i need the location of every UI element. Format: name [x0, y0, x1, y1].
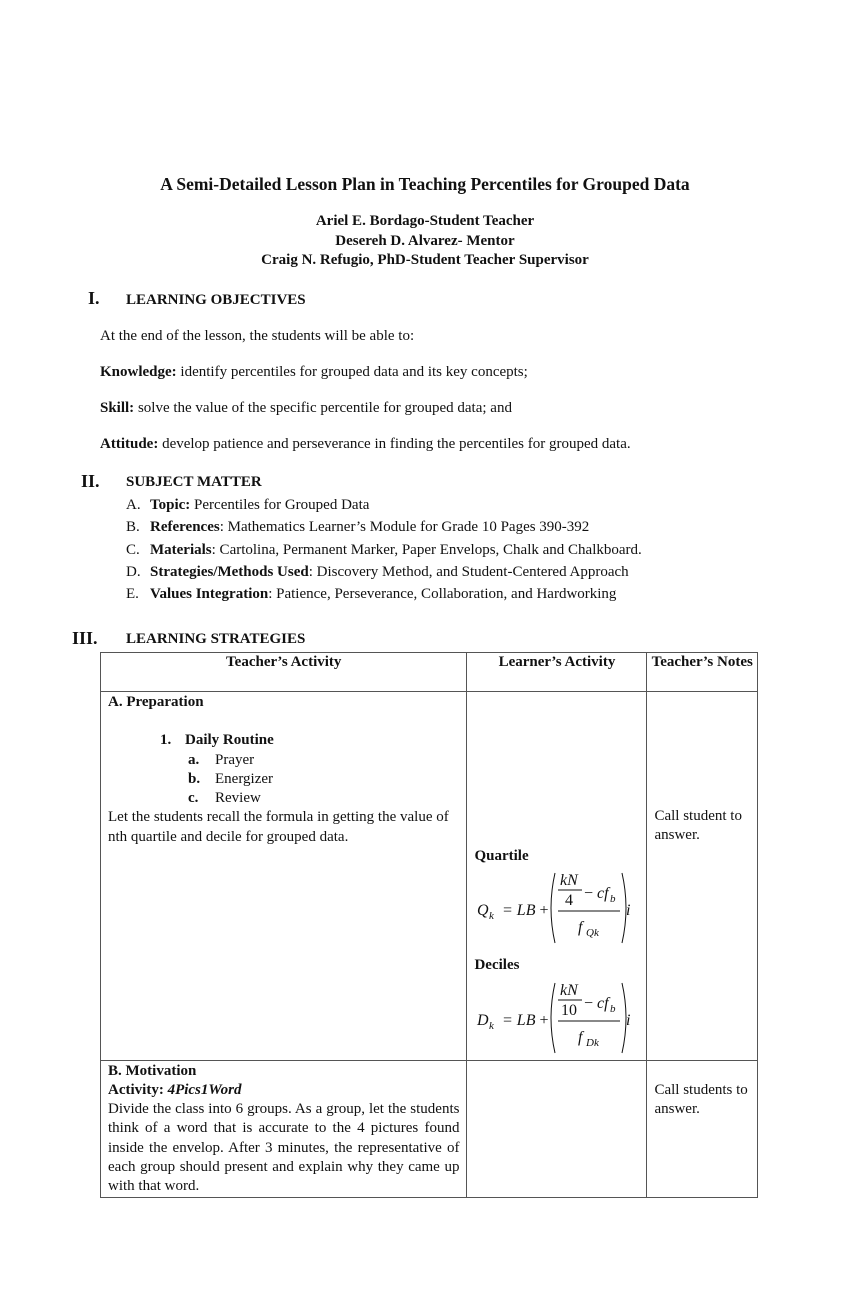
list-label: Values Integration [150, 586, 269, 603]
motivation-note: Call students to answer. [654, 1081, 748, 1117]
subject-matter-list [126, 494, 642, 605]
list-item [126, 561, 642, 583]
preparation-cell [101, 692, 467, 1061]
preparation-heading: A. Preparation [108, 694, 204, 710]
formula-i: i [626, 1011, 631, 1029]
list-text: Review [215, 790, 261, 807]
list-label: Topic: [150, 497, 191, 513]
formula-kn: kN [560, 981, 579, 999]
objectives-intro: At the end of the lesson, the students will be able to: [100, 328, 415, 344]
author-mentor: Desereh D. Alvarez- Mentor [335, 232, 515, 249]
formula-minus-sub: b [610, 1002, 616, 1015]
routine-number: 1. [160, 732, 172, 749]
list-item [126, 494, 642, 516]
objective-label: Skill: [100, 400, 135, 416]
learner-formula-cell [467, 692, 647, 1061]
formula-eq: = LB + [502, 902, 549, 920]
header-teacher-activity: Teacher’s Activity [101, 653, 467, 692]
section-3-heading: LEARNING STRATEGIES [126, 631, 306, 647]
table-header-row [101, 653, 758, 692]
motivation-heading: B. Motivation [108, 1062, 197, 1079]
list-text: Energizer [215, 770, 274, 787]
section-2-heading: SUBJECT MATTER [126, 474, 262, 490]
quartile-formula [474, 866, 639, 950]
routine-label: Daily Routine [185, 732, 274, 749]
list-item [108, 770, 459, 789]
section-1-heading: LEARNING OBJECTIVES [126, 292, 306, 308]
formula-minus-cf: − cf [584, 994, 610, 1012]
author-list [0, 212, 850, 271]
objective-text: solve the value of the specific percentile for grouped data; and [134, 400, 512, 416]
learning-strategies-table [100, 652, 758, 1198]
formula-lhs: D [477, 1011, 490, 1029]
objective-knowledge [100, 364, 528, 381]
list-letter: D. [126, 563, 141, 580]
list-item [126, 583, 642, 605]
list-text: : Mathematics Learner’s Module for Grade 10 Pages 390-392 [219, 519, 590, 536]
formula-f: f [578, 919, 583, 937]
section-3-numeral: III. [72, 628, 98, 648]
quartile-label: Quartile [474, 848, 529, 864]
formula-f: f [578, 1028, 583, 1046]
formula-f-sub: Dk [586, 1036, 600, 1049]
preparation-notes-cell [647, 692, 758, 1061]
list-letter: A. [126, 497, 141, 513]
list-text: Percentiles for Grouped Data [190, 497, 370, 513]
document-title: A Semi-Detailed Lesson Plan in Teaching Percentiles for Grouped Data [160, 174, 690, 194]
formula-divisor: 10 [561, 1001, 578, 1019]
formula-lhs-sub: k [489, 910, 495, 923]
preparation-note: Call student to answer. [654, 808, 742, 844]
objective-text: develop patience and perseverance in finding the percentiles for grouped data. [158, 436, 631, 452]
list-item [126, 539, 642, 561]
section-1-numeral: I. [88, 288, 100, 308]
left-paren [551, 983, 555, 1053]
author-supervisor: Craig N. Refugio, PhD-Student Teacher Supervisor [261, 252, 589, 268]
objective-text: identify percentiles for grouped data and its key concepts; [176, 364, 528, 380]
formula-f-sub: Qk [586, 927, 600, 940]
formula-lhs: Q [477, 902, 490, 920]
preparation-instruction: Let the students recall the formula in getting the value of nth quartile and decile for grouped data. [108, 809, 449, 845]
list-text: : Discovery Method, and Student-Centered Approach [308, 563, 629, 580]
objective-skill [100, 400, 512, 417]
objective-label: Knowledge: [100, 364, 177, 380]
list-item [126, 516, 642, 538]
list-letter: b. [188, 770, 201, 787]
table-row [101, 1060, 758, 1197]
motivation-activity [108, 1081, 459, 1100]
header-teacher-notes: Teacher’s Notes [647, 653, 758, 692]
list-letter: E. [126, 586, 139, 603]
list-text: : Cartolina, Permanent Marker, Paper Envelops, Chalk and Chalkboard. [211, 541, 642, 558]
list-label: Materials [150, 541, 212, 558]
formula-lhs-sub: k [489, 1019, 495, 1032]
header-learner-activity: Learner’s Activity [467, 653, 647, 692]
objective-label: Attitude: [100, 436, 159, 452]
table-row [101, 692, 758, 1061]
list-label: Strategies/Methods Used [150, 563, 309, 580]
motivation-learner-cell [467, 1060, 647, 1197]
list-text: Prayer [215, 751, 255, 768]
left-paren [551, 873, 555, 943]
section-2-numeral: II. [81, 471, 100, 491]
formula-i: i [626, 902, 631, 920]
list-text: : Patience, Perseverance, Collaboration, and Hardworking [268, 586, 617, 603]
list-letter: c. [188, 790, 199, 807]
formula-minus-sub: b [610, 893, 616, 906]
list-item [108, 751, 459, 770]
formula-eq: = LB + [502, 1011, 549, 1029]
formula-divisor: 4 [565, 892, 574, 910]
decile-formula [474, 976, 639, 1060]
motivation-notes-cell [647, 1060, 758, 1197]
activity-name: 4Pics1Word [167, 1081, 242, 1098]
motivation-text: Divide the class into 6 groups. As a group, let the students think of a word that is accurate to the 4 pictures found inside the envelop. After 3 minutes, the representative of each group should present and explain why they came up with that word. [108, 1101, 460, 1195]
deciles-label: Deciles [474, 957, 520, 974]
motivation-cell [101, 1060, 467, 1197]
list-letter: C. [126, 541, 140, 558]
list-label: References [150, 519, 220, 536]
daily-routine [108, 731, 459, 750]
objective-attitude [100, 436, 631, 453]
list-letter: a. [188, 751, 200, 768]
list-letter: B. [126, 519, 140, 536]
list-item [108, 789, 459, 808]
author-student-teacher: Ariel E. Bordago-Student Teacher [315, 213, 535, 229]
activity-label: Activity: [108, 1081, 168, 1098]
formula-minus-cf: − cf [584, 885, 610, 903]
formula-kn: kN [560, 872, 579, 890]
